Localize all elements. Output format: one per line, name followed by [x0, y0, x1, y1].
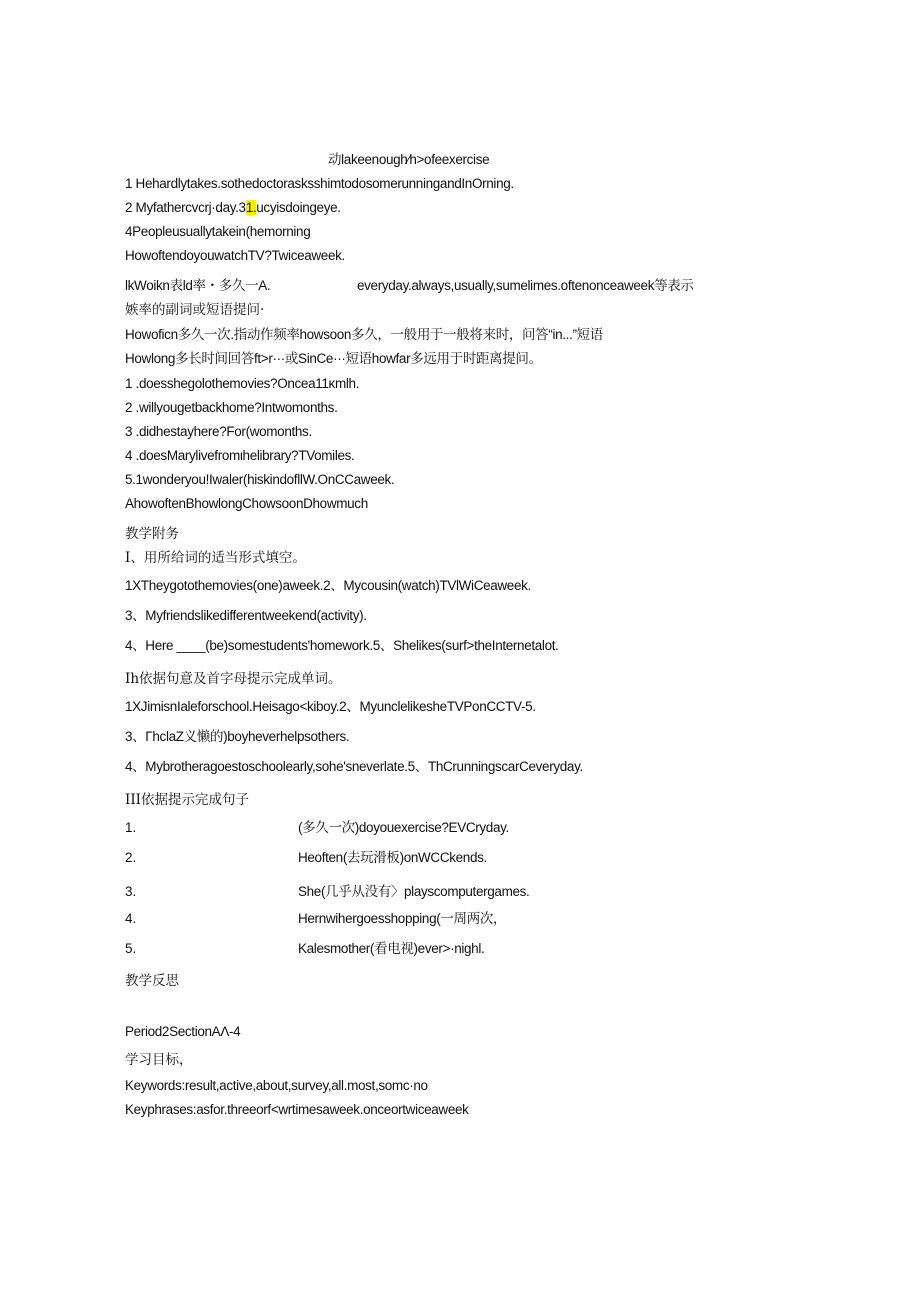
header-line: 动lakeenough∕h>ofeexercise: [328, 152, 490, 167]
text-line: (多久一次)doyouexercise?EVCryday.: [298, 820, 509, 835]
text-line: 5.1wonderyou!Iwaler(hiskindofllW.OnCCaweek.: [125, 472, 395, 487]
text-span: ucyisdoingeye.: [256, 200, 341, 215]
text-line: Keyphrases:asfor.threeorf<wrtimesaweek.onceortwiceaweek: [125, 1102, 469, 1117]
item-number: 3.: [125, 884, 137, 899]
text-line: Howlong多长时间回答ft>r···或SinCe···短语howfar多远用于时距离提问。: [125, 351, 542, 366]
text-line: HowoftendoyouwatchTV?Twiceaweek.: [125, 248, 345, 263]
text-line: 4 .doesMarylivefromιhelibrary?TVomiles.: [125, 448, 355, 463]
text-line: 1XJimisnIaleforschool.Heisago<kiboy.2、MyunclelikesheTVPonCCTV-5.: [125, 699, 536, 714]
text-line: 4Peopleusuallytakein(hemorning: [125, 224, 311, 239]
item-number: 5.: [125, 941, 137, 956]
text-line: 2 .willyougetbackhome?Intwomonths.: [125, 400, 338, 415]
text-line: 3、ΓhclaZ义懒的)boyheverhelpsothers.: [125, 729, 350, 744]
item-number: 2.: [125, 850, 137, 865]
text-span: 2 Myfathercvcrj·day.3: [125, 200, 246, 215]
section-heading: 教学附务: [125, 526, 179, 542]
section-heading: 教学反思: [125, 973, 179, 989]
text-line: She(几乎从没有〉playscomputergames.: [298, 884, 530, 899]
item-number: 1.: [125, 820, 137, 835]
text-line: [125, 199, 341, 217]
text-line: 1 .doesshegolothemovies?Oncea11κmlh.: [125, 376, 360, 391]
section-heading: 学习目标，: [125, 1052, 193, 1068]
text-line: Hernwihergoesshopping(一周两次，: [298, 911, 507, 926]
text-line: Kalesmother(看电视)ever>·nighl.: [298, 941, 485, 956]
text-line: AhowoftenBhowlongChowsoonDhowmuch: [125, 496, 368, 511]
text-line: Howoficn多久一次.指动作频率howsoon多久，一般用于一般将来时，问答“in...”短语: [125, 327, 603, 342]
highlighted-text: 1.: [245, 200, 257, 215]
text-line: 4、Mybrotheragoestoschoolearly,sohe'sneverlate.5、ThCrunningscarCeveryday.: [125, 759, 583, 774]
item-number: 4.: [125, 911, 137, 926]
text-line: 1XTheygotothemovies(one)aweek.2、Mycousin(watch)TVlWiCeaweek.: [125, 578, 531, 593]
section-heading: I、用所给词的适当形式填空。: [125, 550, 306, 566]
text-line: Keywords:result,active,about,survey,all.most,somc·no: [125, 1078, 428, 1093]
section-heading: III依据提示完成句子: [125, 792, 249, 808]
text-line: everyday.always,usually,sumelimes.oftenonceaweek等表示: [357, 278, 694, 293]
section-heading: Ih依据句意及首字母提示完成单词。: [125, 671, 342, 687]
text-line: 3 .didhestayhere?For(womonths.: [125, 424, 312, 439]
text-line: 4、Here ____(be)somestudents'homework.5、Shelikes(surf>theInternetalot.: [125, 638, 559, 653]
text-line: 嫉率的副词或短语提问·: [125, 302, 265, 318]
text-line: Heoften(去玩滑板)onWCCkends.: [298, 850, 487, 865]
text-line: 1 Hehardlytakes.sothedoctorasksshimtodosomerunningandInOrning.: [125, 176, 514, 191]
text-line: 3、Myfriendslikedifferentweekend(activity).: [125, 608, 367, 623]
text-line: lkWoikn表ld率・多久一A.: [125, 278, 271, 293]
period-title: Period2SectionAΛ-4: [125, 1024, 241, 1039]
